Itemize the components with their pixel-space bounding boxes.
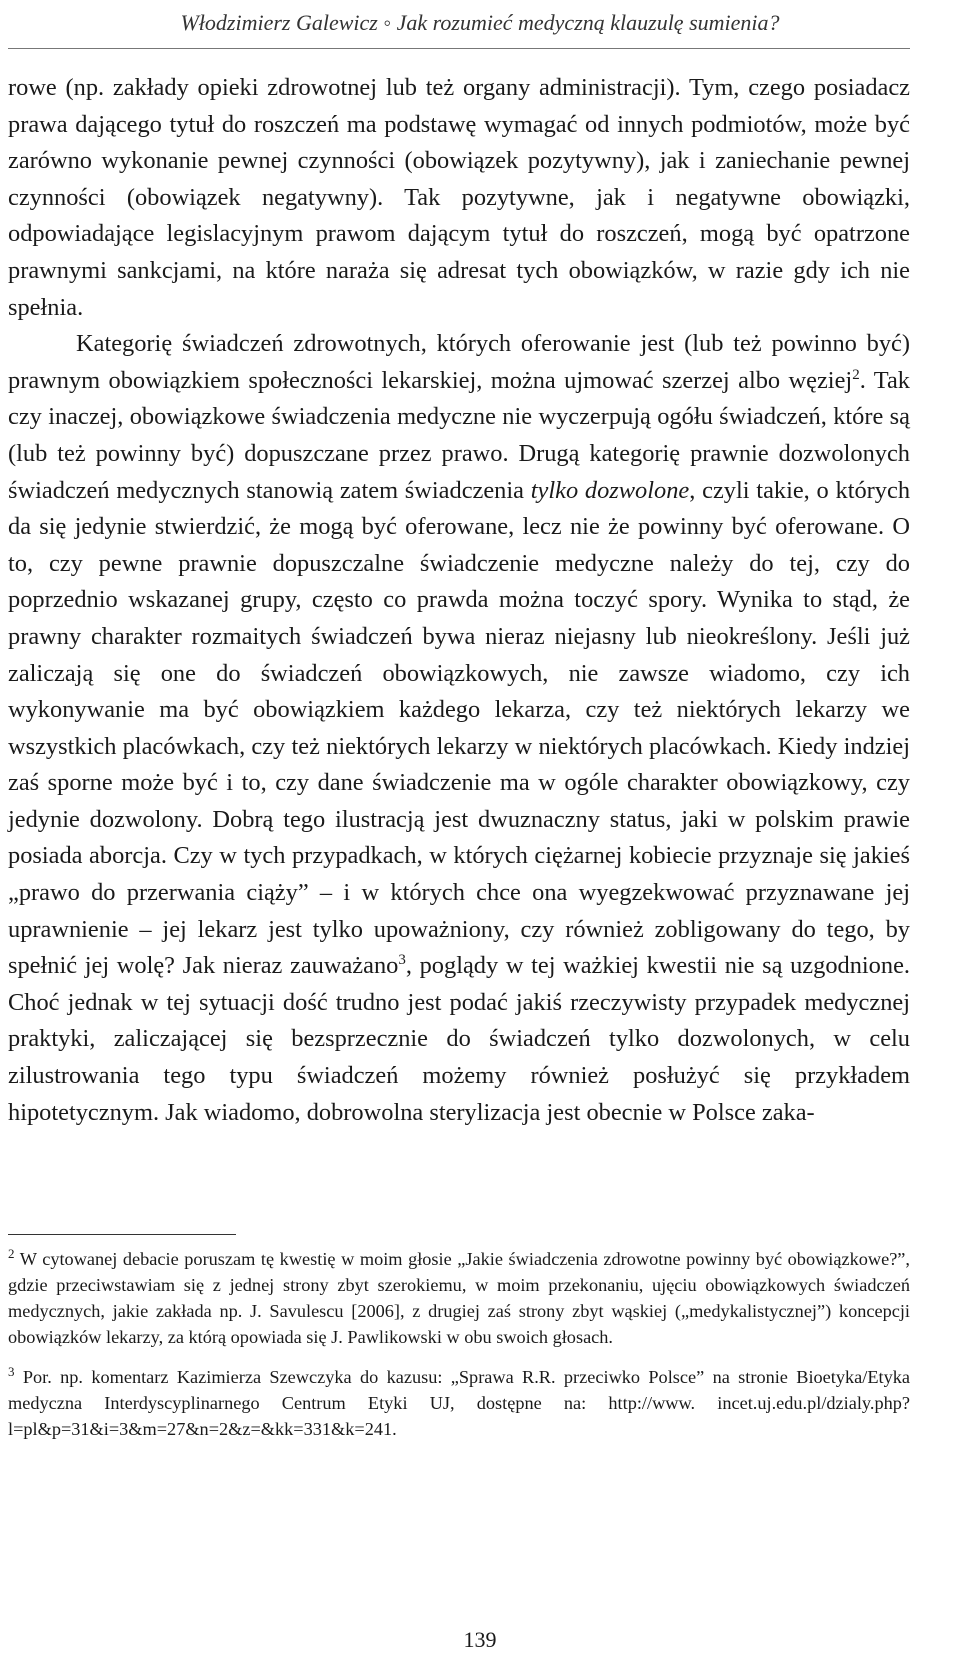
paragraph-2-part-c: , czyli takie, o których da się jedynie stwierdzić, że mogą być oferowane, lecz nie że powinny być oferowane. O to, czy pewne prawnie dopuszczalne świadczenie medyczne należy do tej, czy do poprzednio wskazanej grupy, często co prawda można toczyć spory. Wynika to stąd, że prawny charakter rozmaitych świadczeń bywa nieraz niejasny lub nieokreślony. Jeśli już zaliczają się one do świadczeń obowiązkowych, nie zawsze wiadomo, czy ich wykonywanie ma być obowiązkiem każdego lekarza, czy też niektórych lekarzy we wszystkich placówkach, czy też niektórych lekarzy w niektórych placówkach. Kiedy indziej zaś sporne może być i to, czy dane świadczenie ma w ogóle charakter obowiązkowy, czy jedynie dozwolony. Dobrą tego ilustracją jest dwuznaczny status, jaki w polskim prawie posiada aborcja. Czy w tych przypadkach, w których ciężarnej kobiecie przyznaje się jakieś „prawo do przerwania ciąży” – i w których chce ona wyegzekwować przyznawane jej uprawnienie – jej lekarz jest tylko upoważniony, czy również zobligowany do tego, by spełnić jej wolę? Jak nieraz zauważano — [8, 476, 911, 980]
page-number: 139 — [463, 1627, 497, 1652]
footnote-text: Por. np. komentarz Kazimierza Szewczyka do kazusu: „Sprawa R.R. przeciwko Polsce” na stronie Bioetyka/Etyka medyczna Interdyscyplinarnego Centrum Etyki UJ, dostępne na: http://www. incet.uj.edu.pl/dzialy.php?l=pl&p=31&i=3&m=27&n=2&z=&kk=331&k=241. — [8, 1367, 910, 1439]
footnote-ref-2[interactable]: 2 — [852, 366, 860, 383]
paragraph-2-part-a: Kategorię świadczeń zdrowotnych, których oferowanie jest (lub też powinno być) prawnym obowiązkiem społeczności lekarskiej, można ujmować szerzej albo węziej — [8, 330, 910, 394]
paragraph-2-part-b: . Tak czy inaczej, obowiązkowe świadczenia medyczne nie wyczerpują ogółu świadczeń, które są (lub też powinny być) dopuszczane przez prawo. Drugą kategorię prawnie dozwolonych świadczeń medycznych stanowią zatem świadczenia — [8, 366, 911, 504]
body-text — [8, 70, 910, 1131]
footnote-number: 2 — [8, 1245, 15, 1261]
footnote-ref-3[interactable]: 3 — [398, 952, 406, 969]
footnote-text: W cytowanej debacie poruszam tę kwestię w moim głosie „Jakie świadczenia zdrowotne powinny być obowiązkowe?”, gdzie przeciwstawiam się z jednej strony zbyt szerokiemu, w moim przekonaniu, ujęciu obowiązkowych świadczeń medycznych, jakie zakłada np. J. Savulescu [2006], z drugiej zaś strony zbyt wąskiej („medykalistycznej”) koncepcji obowiązków lekarzy, za którą opowiada się J. Pawlikowski w obu swoich głosach. — [8, 1249, 910, 1347]
footnote-number: 3 — [8, 1363, 15, 1379]
footnote-2 — [8, 1246, 910, 1350]
emphasis-tylko-dozwolone: tylko dozwolone — [530, 476, 690, 504]
paragraph-2 — [8, 326, 910, 1131]
running-header: Włodzimierz Galewicz ◦ Jak rozumieć medyczną klauzulę sumienia? — [180, 10, 780, 35]
footnote-3 — [8, 1364, 910, 1442]
footnote-rule — [8, 1234, 236, 1235]
header-rule — [8, 48, 910, 49]
paragraph-2-part-d: , poglądy w tej ważkiej kwestii nie są uzgodnione. Choć jednak w tej sytuacji dość trudno jest podać jakiś rzeczywisty przypadek medycznej praktyki, zaliczającej się bezsprzecznie do świadczeń tylko dozwolonych, w celu zilustrowania tego typu świadczeń możemy również posłużyć się przykładem hipotetycznym. Jak wiadomo, dobrowolna sterylizacja jest obecnie w Polsce zaka- — [8, 952, 910, 1126]
paragraph-1: rowe (np. zakłady opieki zdrowotnej lub też organy administracji). Tym, czego posiadacz prawa dającego tytuł do roszczeń ma podstawę wymagać od innych podmiotów, może być zarówno wykonanie pewnej czynności (obowiązek pozytywny), jak i zaniechanie pewnej czynności (obowiązek negatywny). Tak pozytywne, jak i negatywne obowiązki, odpowiadające legislacyjnym prawom dającym tytuł do roszczeń, mogą być opatrzone prawnymi sankcjami, na które naraża się adresat tych obowiązków, w razie gdy ich nie spełnia. — [8, 74, 910, 321]
footnotes — [8, 1246, 910, 1456]
